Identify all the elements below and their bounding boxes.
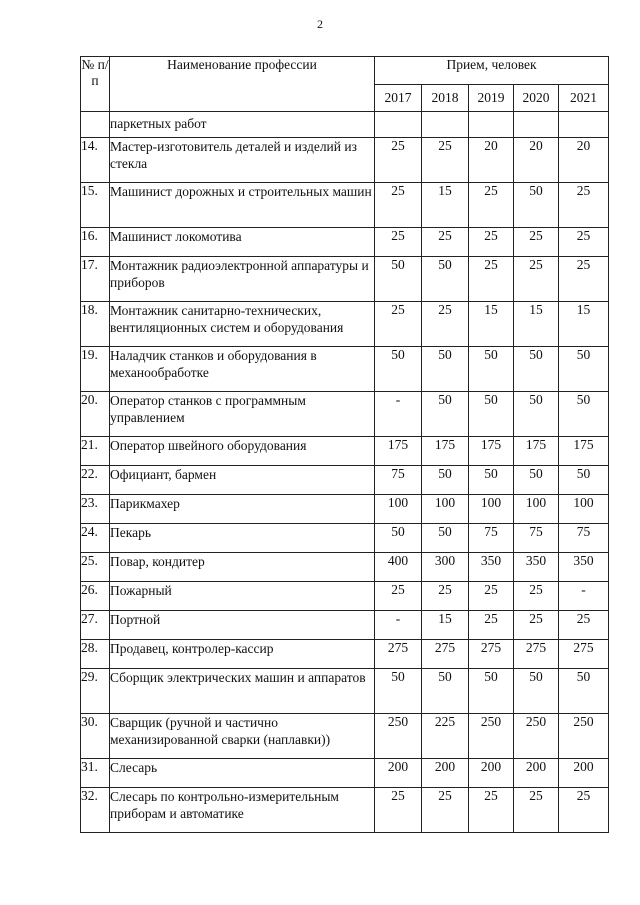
intake-value-2020: 350 [514,553,559,582]
intake-value-2021: 20 [559,138,609,183]
profession-name: Машинист дорожных и строительных машин [110,183,375,228]
intake-value-2018: 50 [422,392,469,437]
intake-value-2020: 75 [514,524,559,553]
intake-value-2021: 50 [559,347,609,392]
intake-value-2019: 75 [469,524,514,553]
profession-name: Сварщик (ручной и частично механизированной сварки (наплавки)) [110,714,375,759]
intake-value-2021: 25 [559,788,609,833]
intake-value-2021 [559,112,609,138]
intake-value-2020: 200 [514,759,559,788]
header-name: Наименование профессии [110,57,375,112]
intake-value-2018: 50 [422,669,469,714]
intake-value-2021: 350 [559,553,609,582]
intake-value-2021: 25 [559,257,609,302]
intake-value-2019: 25 [469,183,514,228]
intake-value-2019: 100 [469,495,514,524]
intake-value-2018: 300 [422,553,469,582]
intake-value-2017: 250 [375,714,422,759]
intake-value-2017: 100 [375,495,422,524]
intake-value-2021: 200 [559,759,609,788]
intake-value-2018: 50 [422,347,469,392]
table-row [81,788,609,833]
intake-value-2017: 75 [375,466,422,495]
table-row [81,257,609,302]
intake-value-2020: 25 [514,788,559,833]
intake-value-2020: 25 [514,228,559,257]
table-row [81,669,609,714]
profession-name: Мастер-изготовитель деталей и изделий из стекла [110,138,375,183]
row-number: 27. [81,611,110,640]
table-row [81,112,609,138]
intake-value-2021: 25 [559,611,609,640]
row-number: 23. [81,495,110,524]
intake-value-2019: 50 [469,466,514,495]
intake-value-2019: 350 [469,553,514,582]
table-row [81,437,609,466]
profession-name: Пожарный [110,582,375,611]
intake-value-2017: 25 [375,788,422,833]
profession-name: Портной [110,611,375,640]
table-row [81,714,609,759]
intake-value-2021: 75 [559,524,609,553]
intake-value-2021: 250 [559,714,609,759]
table-row [81,347,609,392]
intake-value-2018 [422,112,469,138]
intake-value-2018: 25 [422,228,469,257]
intake-value-2018: 25 [422,302,469,347]
row-number: 28. [81,640,110,669]
intake-value-2021: 175 [559,437,609,466]
intake-value-2020: 175 [514,437,559,466]
intake-value-2020: 20 [514,138,559,183]
row-number: 15. [81,183,110,228]
intake-value-2017: 50 [375,524,422,553]
intake-value-2021: 275 [559,640,609,669]
intake-value-2018: 50 [422,524,469,553]
header-year-2021: 2021 [559,85,609,112]
intake-value-2020: 275 [514,640,559,669]
intake-value-2021: 15 [559,302,609,347]
header-num: № п/п [81,57,110,112]
intake-value-2018: 25 [422,138,469,183]
intake-value-2018: 200 [422,759,469,788]
intake-value-2019: 50 [469,347,514,392]
header-intake: Прием, человек [375,57,609,85]
intake-value-2020 [514,112,559,138]
intake-value-2020: 50 [514,392,559,437]
profession-name: Монтажник радиоэлектронной аппаратуры и приборов [110,257,375,302]
table-row [81,183,609,228]
intake-value-2019: 25 [469,582,514,611]
row-number: 26. [81,582,110,611]
intake-value-2021: 25 [559,183,609,228]
table-row [81,524,609,553]
table-row [81,466,609,495]
intake-value-2017: - [375,611,422,640]
intake-value-2021: 100 [559,495,609,524]
intake-value-2019: 200 [469,759,514,788]
profession-name: Повар, кондитер [110,553,375,582]
intake-value-2019 [469,112,514,138]
intake-value-2018: 25 [422,788,469,833]
intake-value-2021: 50 [559,466,609,495]
table-row [81,759,609,788]
intake-value-2020: 50 [514,466,559,495]
table-row [81,228,609,257]
row-number: 24. [81,524,110,553]
intake-value-2017: 25 [375,228,422,257]
profession-name: Парикмахер [110,495,375,524]
intake-value-2020: 25 [514,582,559,611]
row-number: 21. [81,437,110,466]
row-number [81,112,110,138]
intake-value-2018: 275 [422,640,469,669]
intake-value-2017: 50 [375,257,422,302]
table-row [81,582,609,611]
row-number: 32. [81,788,110,833]
profession-name: Оператор швейного оборудования [110,437,375,466]
intake-value-2017: 25 [375,183,422,228]
intake-value-2017: 175 [375,437,422,466]
intake-value-2018: 15 [422,611,469,640]
row-number: 25. [81,553,110,582]
intake-value-2020: 50 [514,669,559,714]
header-row-top [81,57,609,85]
intake-value-2021: 25 [559,228,609,257]
professions-table [80,56,609,833]
row-number: 29. [81,669,110,714]
intake-value-2017: - [375,392,422,437]
row-number: 31. [81,759,110,788]
intake-value-2019: 50 [469,392,514,437]
intake-value-2017: 200 [375,759,422,788]
table-row [81,138,609,183]
intake-value-2019: 20 [469,138,514,183]
intake-value-2017: 400 [375,553,422,582]
intake-value-2017: 50 [375,347,422,392]
intake-value-2021: 50 [559,669,609,714]
table-row [81,302,609,347]
table-body [81,112,609,833]
profession-name: Официант, бармен [110,466,375,495]
header-year-2018: 2018 [422,85,469,112]
intake-value-2018: 225 [422,714,469,759]
header-year-2020: 2020 [514,85,559,112]
table-row [81,611,609,640]
intake-value-2018: 100 [422,495,469,524]
intake-value-2019: 15 [469,302,514,347]
header-year-2017: 2017 [375,85,422,112]
row-number: 20. [81,392,110,437]
intake-value-2017: 25 [375,138,422,183]
row-number: 22. [81,466,110,495]
intake-value-2020: 50 [514,347,559,392]
profession-name: Продавец, контролер-кассир [110,640,375,669]
profession-name: паркетных работ [110,112,375,138]
row-number: 19. [81,347,110,392]
intake-value-2020: 15 [514,302,559,347]
row-number: 14. [81,138,110,183]
intake-value-2019: 275 [469,640,514,669]
row-number: 30. [81,714,110,759]
header-year-2019: 2019 [469,85,514,112]
intake-value-2017: 275 [375,640,422,669]
table-row [81,495,609,524]
table-row [81,640,609,669]
intake-value-2019: 50 [469,669,514,714]
intake-value-2019: 250 [469,714,514,759]
profession-name: Монтажник санитарно-технических, вентиляционных систем и оборудования [110,302,375,347]
intake-value-2020: 100 [514,495,559,524]
profession-name: Сборщик электрических машин и аппаратов [110,669,375,714]
profession-name: Слесарь по контрольно-измерительным приборам и автоматике [110,788,375,833]
intake-value-2018: 50 [422,257,469,302]
intake-value-2017: 25 [375,302,422,347]
profession-name: Наладчик станков и оборудования в механообработке [110,347,375,392]
intake-value-2020: 25 [514,611,559,640]
table-row [81,392,609,437]
profession-name: Машинист локомотива [110,228,375,257]
intake-value-2019: 25 [469,788,514,833]
table-row [81,553,609,582]
intake-value-2018: 175 [422,437,469,466]
intake-value-2017: 25 [375,582,422,611]
row-number: 18. [81,302,110,347]
intake-value-2018: 50 [422,466,469,495]
intake-value-2017 [375,112,422,138]
intake-value-2020: 25 [514,257,559,302]
intake-value-2018: 25 [422,582,469,611]
profession-name: Пекарь [110,524,375,553]
page-number: 2 [317,17,323,31]
intake-value-2021: 50 [559,392,609,437]
profession-name: Оператор станков с программным управлением [110,392,375,437]
profession-name: Слесарь [110,759,375,788]
intake-value-2018: 15 [422,183,469,228]
row-number: 16. [81,228,110,257]
intake-value-2019: 25 [469,257,514,302]
intake-value-2021: - [559,582,609,611]
row-number: 17. [81,257,110,302]
intake-value-2020: 50 [514,183,559,228]
intake-value-2019: 25 [469,228,514,257]
intake-value-2020: 250 [514,714,559,759]
intake-value-2017: 50 [375,669,422,714]
intake-value-2019: 25 [469,611,514,640]
intake-value-2019: 175 [469,437,514,466]
